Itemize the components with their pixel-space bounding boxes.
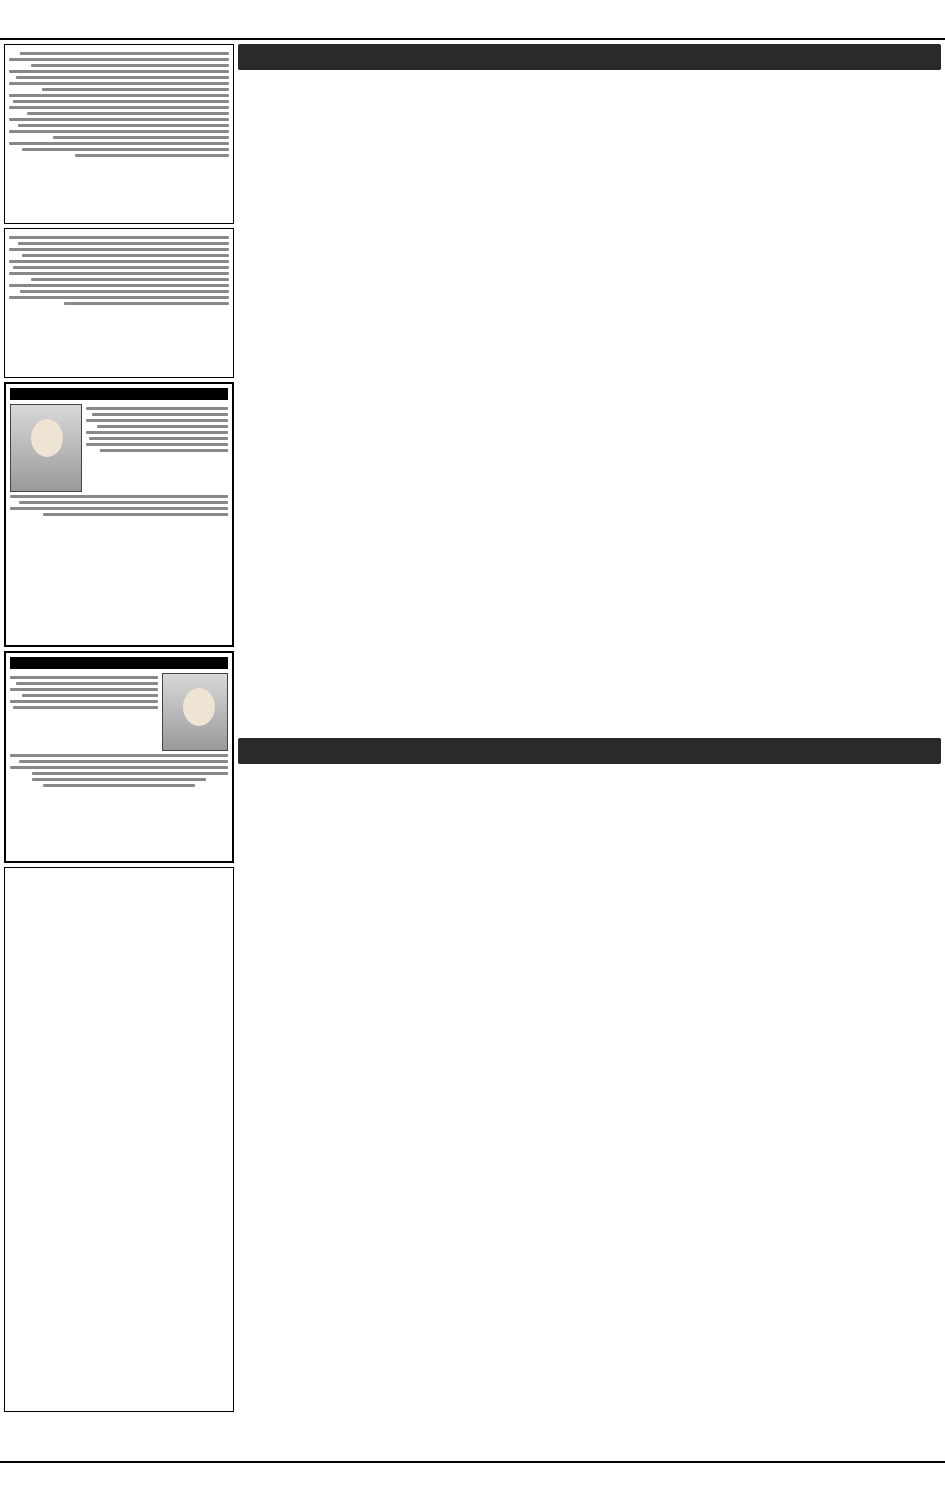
- appeal-ad: [4, 651, 234, 863]
- obituary-photo: [10, 404, 82, 492]
- appeal-text: [10, 673, 158, 751]
- court-caveat-notice: [4, 867, 234, 1412]
- appeal-title: [10, 657, 228, 669]
- appeal-photo: [162, 673, 228, 751]
- obituary-text-2: [10, 495, 228, 516]
- top-columns: [238, 70, 941, 738]
- obituary-title: [10, 388, 228, 400]
- ad-notice-top: [4, 44, 234, 224]
- public-notice: [4, 228, 234, 378]
- left-column: [4, 44, 234, 1459]
- masthead: [0, 0, 945, 40]
- obituary: [4, 382, 234, 647]
- main-content: [238, 44, 941, 1459]
- continued-bar-1: [238, 44, 941, 70]
- appeal-bank: [10, 778, 228, 787]
- appeal-text-2: [10, 754, 228, 775]
- notice-text: [9, 236, 229, 305]
- bottom-columns: [238, 764, 941, 1456]
- ad-text: [9, 52, 229, 157]
- continued-bar-2: [238, 738, 941, 764]
- imprint-footer: [0, 1461, 945, 1488]
- obituary-text: [86, 404, 228, 492]
